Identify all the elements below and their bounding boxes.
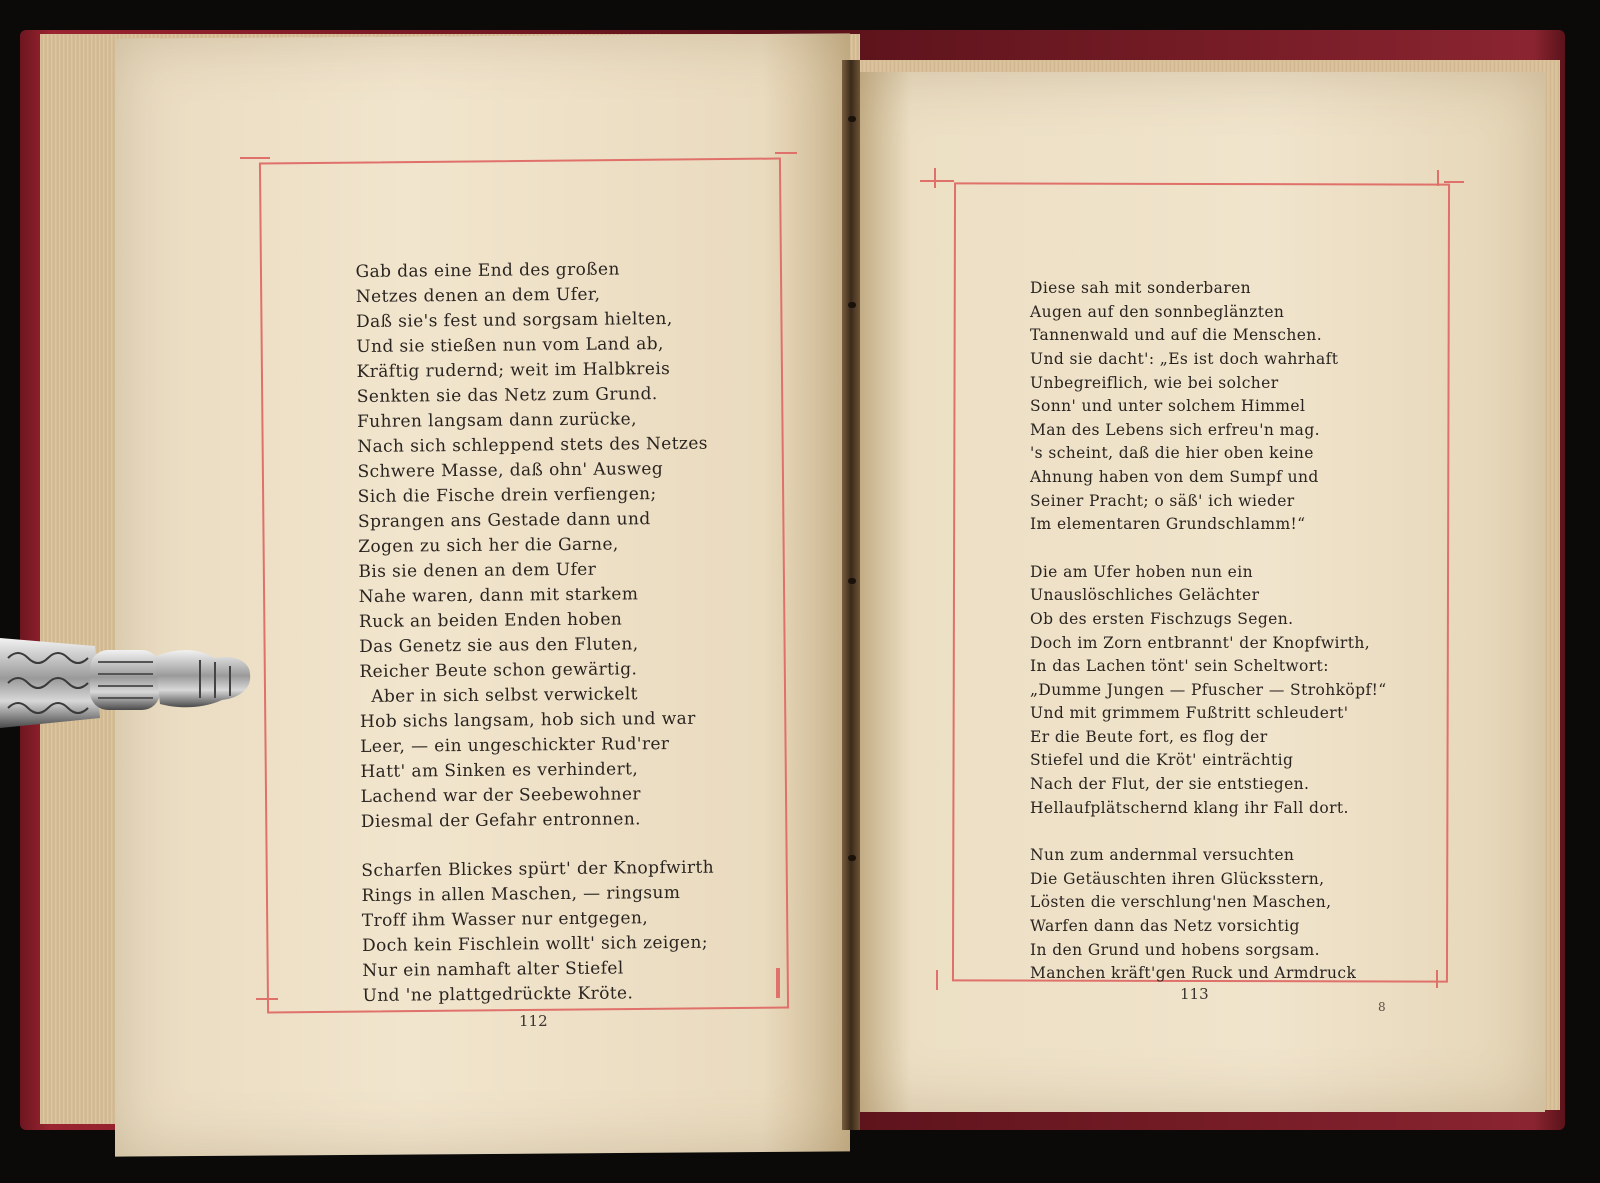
poem-line: Hatt' am Sinken es verhindert, [360, 759, 639, 782]
poem-line: Sich die Fische drein verfiengen; [357, 484, 657, 507]
binding-stitch [848, 116, 856, 122]
poem-line: Die am Ufer hoben nun ein [1030, 562, 1253, 581]
poem-line: Manchen kräft'gen Ruck und Armdruck [1030, 964, 1357, 983]
poem-line: Tannenwald und auf die Menschen. [1030, 326, 1323, 345]
poem-line: Das Genetz sie aus den Fluten, [359, 634, 639, 657]
poem-line: Nahe waren, dann mit starkem [358, 584, 639, 607]
poem-line: Ruck an beiden Enden hoben [358, 609, 623, 632]
left-page-number: 112 [519, 1012, 548, 1030]
border-tick [240, 157, 270, 159]
border-tick [775, 152, 797, 154]
poem-line: 's scheint, daß die hier oben keine [1030, 444, 1314, 463]
right-page-text [1030, 230, 1387, 1009]
border-tick [934, 168, 936, 188]
poem-line: In das Lachen tönt' sein Scheltwort: [1030, 657, 1329, 676]
border-tick [1436, 970, 1438, 988]
poem-line: Schwere Masse, daß ohn' Ausweg [357, 459, 664, 482]
poem-line: Gab das eine End des großen [355, 259, 620, 282]
poem-line: Diese sah mit sonderbaren [1030, 279, 1252, 298]
poem-line: Warfen dann das Netz vorsichtig [1030, 917, 1300, 936]
poem-line: Ob des ersten Fischzugs Segen. [1030, 609, 1294, 628]
binding-stitch [848, 578, 856, 584]
poem-line: Und mit grimmem Fußtritt schleudert' [1030, 704, 1349, 723]
border-tick [920, 180, 954, 182]
poem-line: Nach sich schleppend stets des Netzes [357, 433, 708, 457]
poem-line: Augen auf den sonnbeglänzten [1030, 302, 1285, 321]
poem-line: Leer, — ein ungeschickter Rud'rer [360, 734, 670, 757]
stanza-break [361, 832, 714, 859]
binding-stitch [848, 855, 856, 861]
poem-line: Senkten sie das Netz zum Grund. [356, 384, 658, 407]
poem-line: Man des Lebens sich erfreu'n mag. [1030, 420, 1320, 439]
poem-line: Im elementaren Grundschlamm!“ [1030, 515, 1306, 534]
poem-line: Daß sie's fest und sorgsam hielten, [355, 308, 673, 332]
poem-line: Nun zum andernmal versuchten [1030, 846, 1295, 865]
poem-line: Nach der Flut, der sie entstiegen. [1030, 775, 1310, 794]
left-page-text [355, 207, 716, 1034]
poem-line: Reicher Beute schon gewärtig. [359, 659, 638, 682]
poem-line: Zogen zu sich her die Garne, [358, 534, 619, 557]
border-tick [776, 968, 780, 998]
poem-line: Unauslöschliches Gelächter [1030, 586, 1260, 605]
border-tick [1437, 170, 1439, 186]
poem-line: Doch kein Fischlein wollt' sich zeigen; [361, 932, 709, 956]
poem-line: Sonn' und unter solchem Himmel [1030, 397, 1306, 416]
silver-page-clip [0, 628, 260, 728]
poem-line: Diesmal der Gefahr entronnen. [360, 809, 642, 832]
signature-mark: 8 [1378, 1000, 1386, 1014]
poem-line: Die Getäuschten ihren Glücksstern, [1030, 869, 1325, 888]
poem-line: Lösten die verschlung'nen Maschen, [1030, 893, 1332, 912]
poem-line: Er die Beute fort, es flog der [1030, 727, 1268, 746]
poem-line: In den Grund und hobens sorgsam. [1030, 940, 1320, 959]
poem-line: Fuhren langsam dann zurücke, [356, 409, 637, 432]
poem-line: Hob sichs langsam, hob sich und war [359, 708, 696, 732]
poem-line: „Dumme Jungen — Pfuscher — Strohköpf!“ [1030, 680, 1387, 699]
poem-line: Und 'ne plattgedrückte Kröte. [362, 983, 634, 1006]
poem-line: Ahnung haben von dem Sumpf und [1030, 467, 1319, 486]
poem-line: Bis sie denen an dem Ufer [358, 559, 597, 582]
poem-line: Seiner Pracht; o säß' ich wieder [1030, 491, 1295, 510]
poem-line: Kräftig rudernd; weit im Halbkreis [356, 358, 671, 382]
border-tick [936, 970, 938, 990]
poem-line: Lachend war der Seebewohner [360, 784, 641, 807]
poem-line: Stiefel und die Kröt' einträchtig [1030, 751, 1294, 770]
right-page-number: 113 [1180, 985, 1209, 1003]
poem-line: Hellaufplätschernd klang ihr Fall dort. [1030, 798, 1349, 817]
border-tick [256, 998, 278, 1000]
poem-line: Unbegreiflich, wie bei solcher [1030, 373, 1279, 392]
poem-line: Aber in sich selbst verwickelt [359, 684, 638, 707]
poem-line: Troff ihm Wasser nur entgegen, [361, 908, 649, 931]
book-gutter [842, 60, 860, 1130]
binding-stitch [848, 302, 856, 308]
stanza-break [1030, 537, 1387, 561]
poem-line: Und sie stießen nun vom Land ab, [356, 334, 664, 357]
poem-line: Netzes denen an dem Ufer, [355, 284, 601, 307]
stanza-break [1030, 820, 1387, 844]
poem-line: Und sie dacht': „Es ist doch wahrhaft [1030, 349, 1339, 368]
border-tick [1444, 181, 1464, 183]
poem-line: Nur ein namhaft alter Stiefel [362, 958, 624, 981]
poem-line: Scharfen Blickes spürt' der Knopfwirth [361, 857, 715, 881]
poem-line: Doch im Zorn entbrannt' der Knopfwirth, [1030, 633, 1371, 652]
poem-line: Rings in allen Maschen, — ringsum [361, 882, 681, 906]
poem-line: Sprangen ans Gestade dann und [357, 509, 651, 532]
